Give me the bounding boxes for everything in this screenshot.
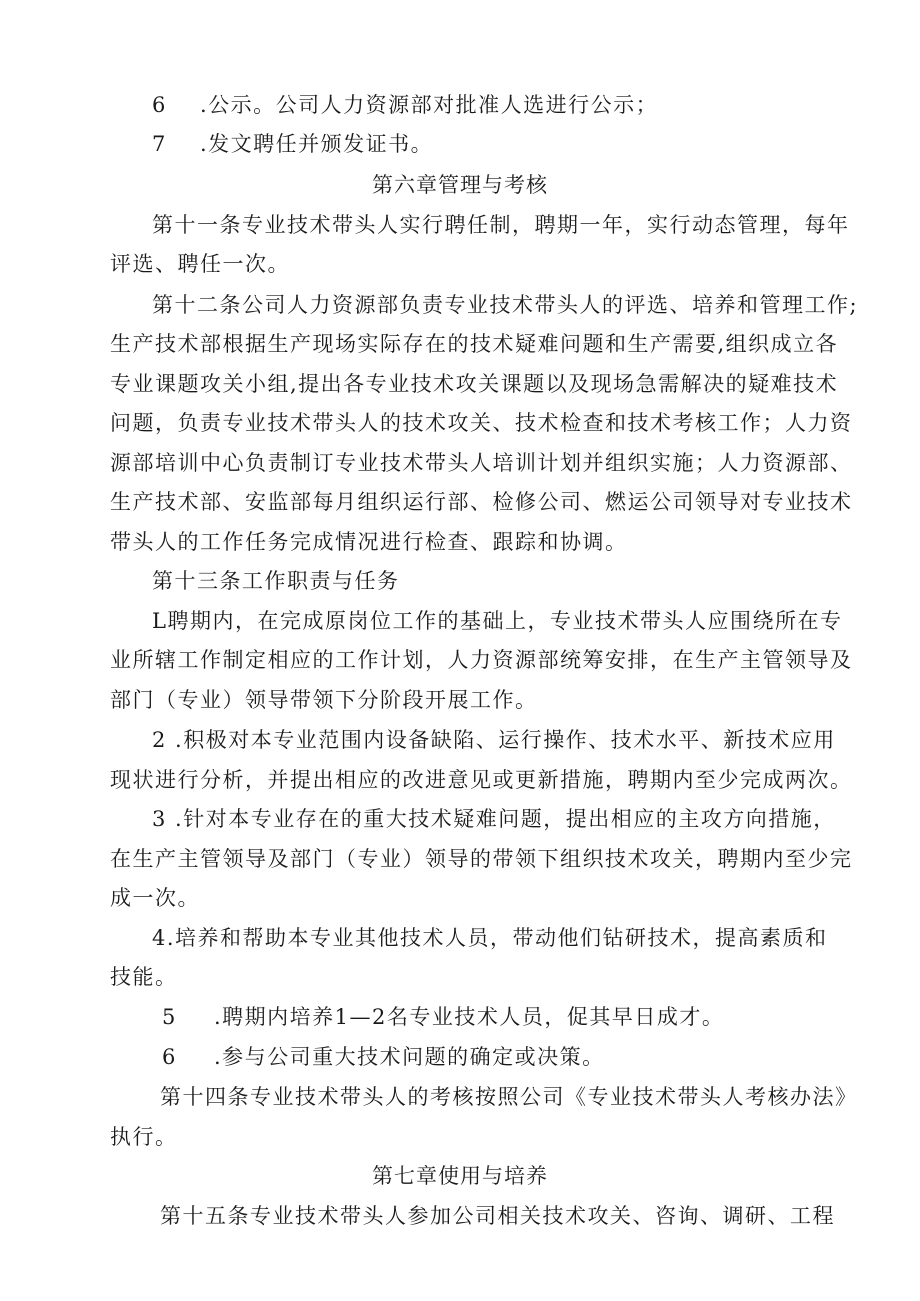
paragraph-line: 在生产主管领导及部门（专业）领导的带领下组织技术攻关，聘期内至少完 <box>110 847 853 871</box>
paragraph-line: 成一次。 <box>110 886 200 910</box>
paragraph-line: 业所辖工作制定相应的工作计划，人力资源部统筹安排，在生产主管领导及 <box>110 648 853 672</box>
paragraph-line: 生产技术部、安监部每月组织运行部、检修公司、燃运公司领导对专业技术 <box>110 490 853 514</box>
list-item-7 <box>152 131 872 157</box>
paragraph-line: 2 .积极对本专业范围内设备缺陷、运行操作、技术水平、新技术应用 <box>152 728 836 752</box>
paragraph-line: 现状进行分析，并提出相应的改进意见或更新措施，聘期内至少完成两次。 <box>110 768 853 792</box>
item-text: .聘期内培养1—2名专业技术人员，促其早日成才。 <box>214 1005 725 1029</box>
item-number: 7 <box>152 132 167 156</box>
list-item-6 <box>152 92 872 118</box>
article-13-heading: 第十三条工作职责与任务 <box>152 569 400 593</box>
paragraph-line: 带头人的工作任务完成情况进行检查、跟踪和协调。 <box>110 530 628 554</box>
paragraph-line: 4.培养和帮助本专业其他技术人员，带动他们钻研技术，提高素质和 <box>152 926 828 950</box>
paragraph-line: 评选、聘任一次。 <box>110 252 290 276</box>
paragraph-line: 源部培训中心负责制订专业技术带头人培训计划并组织实施；人力资源部、 <box>110 451 853 475</box>
chapter-6-heading: 第六章管理与考核 <box>372 173 548 197</box>
item-number: 5 <box>162 1005 177 1029</box>
paragraph-line: 执行。 <box>110 1125 178 1149</box>
list-item-5 <box>162 1004 882 1030</box>
item-text: .发文聘任并颁发证书。 <box>200 132 434 156</box>
item-number: 6 <box>152 93 167 117</box>
paragraph-line: L聘期内，在完成原岗位工作的基础上，专业技术带头人应围绕所在专 <box>152 609 843 633</box>
paragraph-line: 第十四条专业技术带头人的考核按照公司《专业技术带头人考核办法》 <box>160 1085 858 1109</box>
paragraph-line: 第十二条公司人力资源部负责专业技术带头人的评选、培养和管理工作; <box>152 293 859 317</box>
item-number: 6 <box>162 1045 177 1069</box>
list-item-6b <box>162 1044 882 1070</box>
paragraph-line: 部门（专业）领导带领下分阶段开展工作。 <box>110 688 538 712</box>
paragraph-line: 专业课题攻关小组,提出各专业技术攻关课题以及现场急需解决的疑难技术 <box>110 372 839 396</box>
item-text: .公示。公司人力资源部对批准人选进行公示； <box>200 93 659 117</box>
chapter-7-heading: 第七章使用与培养 <box>372 1164 548 1188</box>
paragraph-line: 技能。 <box>110 965 178 989</box>
paragraph-line: 第十一条专业技术带头人实行聘任制，聘期一年，实行动态管理，每年 <box>152 213 850 237</box>
paragraph-line: 3 .针对本专业存在的重大技术疑难问题，提出相应的主攻方向措施， <box>152 807 836 831</box>
paragraph-line: 问题，负责专业技术带头人的技术攻关、技术检查和技术考核工作；人力资 <box>110 411 853 435</box>
paragraph-line: 第十五条专业技术带头人参加公司相关技术攻关、咨询、调研、工程 <box>160 1204 835 1228</box>
paragraph-line: 生产技术部根据生产现场实际存在的技术疑难问题和生产需要,组织成立各 <box>110 332 839 356</box>
item-text: .参与公司重大技术问题的确定或决策。 <box>214 1045 605 1069</box>
